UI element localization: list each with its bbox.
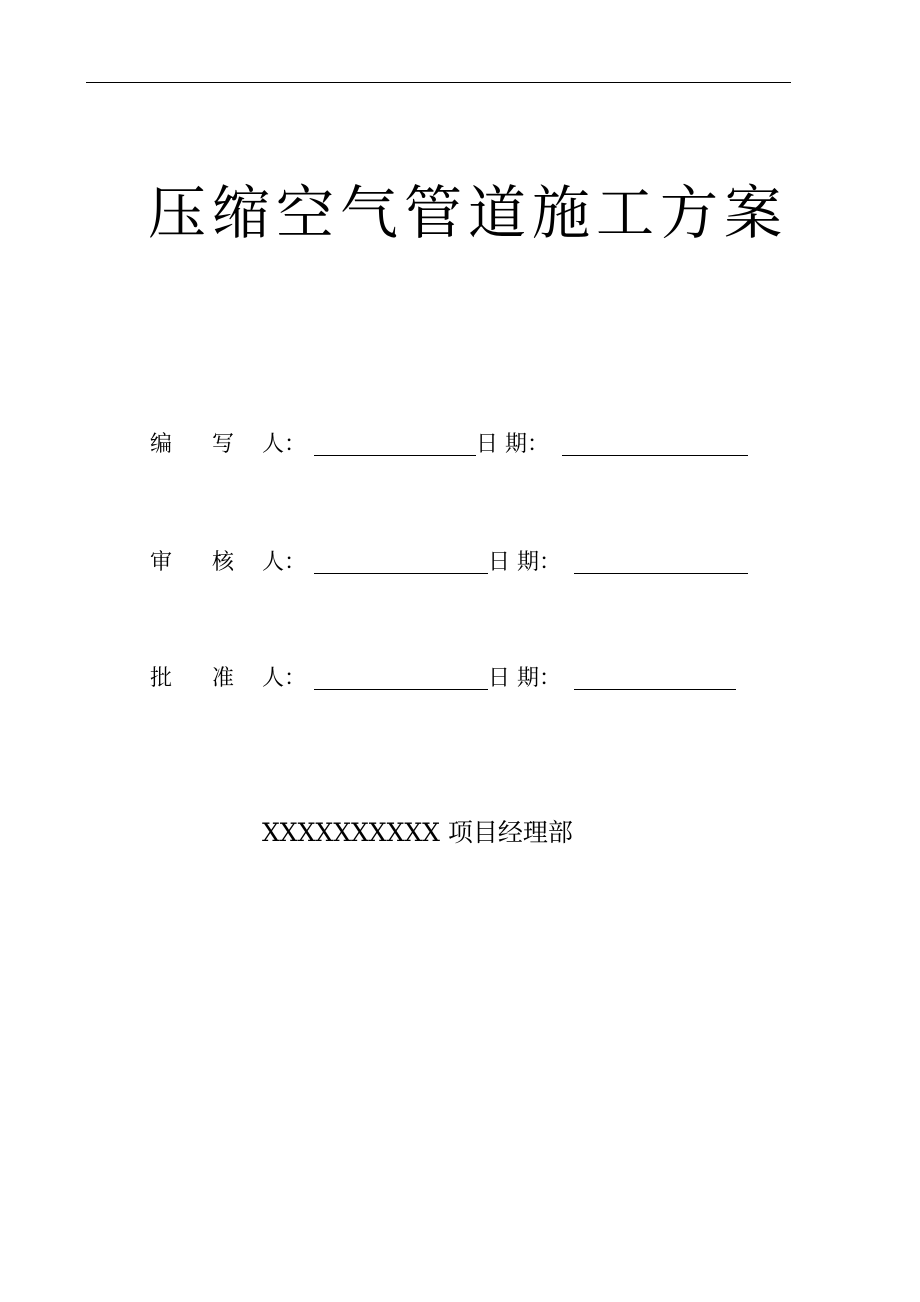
date-label: 日 期：	[488, 666, 561, 691]
date-label: 日 期：	[476, 432, 549, 457]
role-char-1: 审	[150, 550, 173, 575]
role-char-2: 准	[212, 666, 235, 691]
author-signature-line[interactable]	[314, 455, 476, 456]
reviewer-date-line[interactable]	[574, 573, 748, 574]
header-rule	[86, 82, 791, 83]
organization-name: XXXXXXXXXX 项目经理部	[262, 818, 573, 847]
signature-row-reviewer	[150, 548, 770, 578]
role-char-1: 批	[150, 666, 173, 691]
role-char-3: 人：	[262, 432, 307, 457]
role-char-2: 写	[212, 432, 235, 457]
date-label: 日 期：	[488, 550, 561, 575]
role-char-3: 人：	[262, 666, 307, 691]
signature-row-approver	[150, 664, 770, 694]
approver-date-line[interactable]	[574, 689, 736, 690]
role-char-3: 人：	[262, 550, 307, 575]
approver-signature-line[interactable]	[314, 689, 488, 690]
author-date-line[interactable]	[562, 455, 748, 456]
role-char-1: 编	[150, 432, 173, 457]
reviewer-signature-line[interactable]	[314, 573, 488, 574]
role-char-2: 核	[212, 550, 235, 575]
signature-row-author	[150, 430, 770, 460]
document-title: 压缩空气管道施工方案	[147, 179, 788, 247]
